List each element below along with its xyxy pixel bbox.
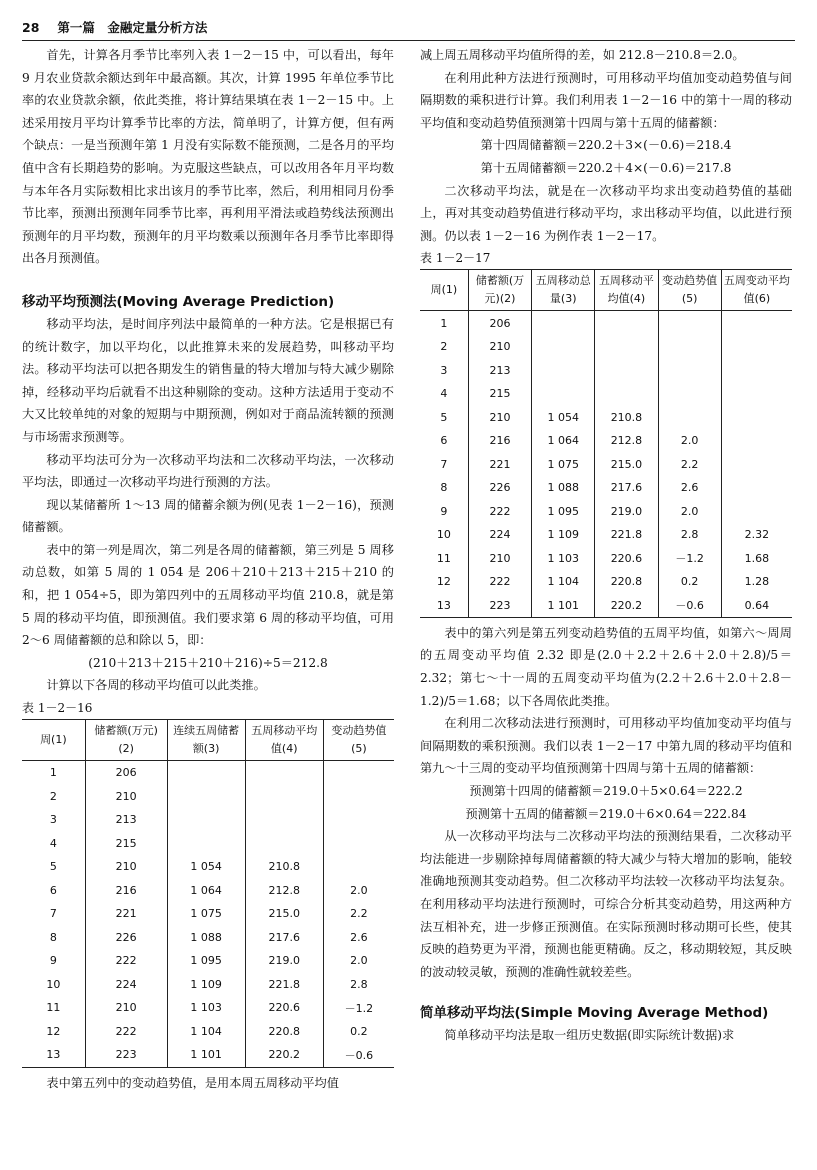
table-cell: 8 bbox=[440, 481, 448, 495]
table-row bbox=[420, 335, 792, 359]
paragraph: 表中的第一列是周次，第二列是各周的储蓄额，第三列是 5 周移动总数，如第 5 周的 1 054 是 206＋210＋213＋215＋210 的和，把 1 054÷5，即为第四列中的五周移动平均值 210.8，就是第 5 周的移动平均值，即预测值。我们要求第 6 周的移动平均值，可用 2～6 周储蓄额的总和除以 5，即： bbox=[22, 542, 394, 648]
table-cell bbox=[245, 808, 323, 832]
table-cell bbox=[658, 335, 721, 359]
table-cell: 1 109 bbox=[167, 973, 245, 997]
table-cell: 1 064 bbox=[167, 879, 245, 903]
table-cell: 1 075 bbox=[167, 902, 245, 926]
paragraph: 现以某储蓄所 1～13 周的储蓄余额为例(见表 1－2－16)，预测储蓄额。 bbox=[22, 497, 394, 535]
table-cell: 12 bbox=[436, 575, 451, 589]
table-cell bbox=[658, 311, 721, 335]
table-cell: 219.0 bbox=[595, 499, 658, 523]
table-cell bbox=[167, 808, 245, 832]
table-cell bbox=[658, 405, 721, 429]
table-cell: 12 bbox=[46, 1024, 61, 1038]
table-row bbox=[22, 879, 394, 903]
section-heading-moving-average: 移动平均预测法(Moving Average Prediction) bbox=[22, 293, 335, 310]
right-column bbox=[420, 44, 792, 1047]
running-title: 第一篇 金融定量分析方法 bbox=[57, 20, 208, 35]
table-cell: 13 bbox=[46, 1048, 61, 1062]
table-cell: 223 bbox=[468, 593, 531, 617]
table-row bbox=[420, 382, 792, 406]
table-cell bbox=[323, 832, 394, 856]
paragraph: 二次移动平均法，就是在一次移动平均求出变动趋势值的基础上，再对其变动趋势值进行移动平均，求出移动平均值，以此进行预测。仍以表 1－2－16 为例作表 1－2－17。 bbox=[420, 183, 792, 243]
left-column bbox=[22, 44, 394, 1094]
table-cell: －1.2 bbox=[658, 546, 721, 570]
table-cell bbox=[323, 785, 394, 809]
table-cell: 2.32 bbox=[721, 523, 792, 547]
table-cell bbox=[658, 358, 721, 382]
table-cell: 2.0 bbox=[658, 429, 721, 453]
table-cell: －0.6 bbox=[323, 1043, 394, 1067]
table-cell: 210 bbox=[468, 546, 531, 570]
table-cell: 223 bbox=[85, 1043, 167, 1067]
table-cell: 2.8 bbox=[658, 523, 721, 547]
table-row bbox=[420, 452, 792, 476]
table-cell: 1 104 bbox=[167, 1020, 245, 1044]
table-cell bbox=[721, 429, 792, 453]
table-cell: 213 bbox=[468, 358, 531, 382]
table-cell: 224 bbox=[468, 523, 531, 547]
formula: 第十五周储蓄额＝220.2＋4×(－0.6)＝217.8 bbox=[480, 160, 732, 175]
table-cell: 13 bbox=[436, 598, 451, 612]
paragraph: 表中的第六列是第五列变动趋势值的五周平均值，如第六～周周的五周变动平均值 2.32 即是(2.0＋2.2＋2.6＋2.0＋2.8)/5＝2.32；第七～十一周的五周变动平均值为(2.2＋2.6＋2.0＋2.8－1.2)/5＝1.68；以下各周依此类推。 bbox=[420, 625, 792, 708]
table-header-cell: 储蓄额(万元)(2) bbox=[85, 720, 167, 761]
table-row bbox=[22, 832, 394, 856]
table-cell bbox=[721, 358, 792, 382]
table-row bbox=[420, 358, 792, 382]
table-cell: －1.2 bbox=[323, 996, 394, 1020]
table-cell bbox=[595, 311, 658, 335]
table-cell bbox=[532, 335, 595, 359]
table-row bbox=[22, 785, 394, 809]
table-cell: 1 095 bbox=[532, 499, 595, 523]
table-cell: 1 088 bbox=[532, 476, 595, 500]
table-cell: 5 bbox=[440, 410, 448, 424]
table-cell: 226 bbox=[468, 476, 531, 500]
table-cell bbox=[721, 335, 792, 359]
table-row bbox=[22, 973, 394, 997]
table-cell: 215.0 bbox=[245, 902, 323, 926]
table-cell: 6 bbox=[49, 883, 57, 897]
table-cell: 6 bbox=[440, 434, 448, 448]
table-cell bbox=[245, 832, 323, 856]
table-cell: 1 104 bbox=[532, 570, 595, 594]
table-cell: 222 bbox=[468, 499, 531, 523]
table-cell bbox=[532, 382, 595, 406]
table-cell: 210.8 bbox=[245, 855, 323, 879]
table-row bbox=[420, 546, 792, 570]
table-cell: 7 bbox=[49, 907, 57, 921]
table-row bbox=[420, 593, 792, 617]
table-cell: 2.6 bbox=[323, 926, 394, 950]
table-row bbox=[22, 1020, 394, 1044]
table-cell: 1 054 bbox=[167, 855, 245, 879]
table-cell: 206 bbox=[85, 761, 167, 785]
table-cell: 10 bbox=[436, 528, 451, 542]
paragraph: 计算以下各周的移动平均值可以此类推。 bbox=[46, 678, 266, 693]
table-cell: 8 bbox=[49, 930, 57, 944]
table-cell: 1 bbox=[49, 766, 57, 780]
table-row bbox=[22, 761, 394, 785]
table-cell: 210 bbox=[85, 996, 167, 1020]
table-cell: －0.6 bbox=[658, 593, 721, 617]
table-row bbox=[22, 949, 394, 973]
table-header-cell: 变动趋势值(5) bbox=[323, 720, 394, 761]
table-cell bbox=[658, 382, 721, 406]
table-cell: 4 bbox=[440, 387, 448, 401]
table-cell bbox=[245, 785, 323, 809]
table-cell bbox=[323, 808, 394, 832]
table-cell: 1 101 bbox=[167, 1043, 245, 1067]
table-cell bbox=[532, 311, 595, 335]
table-header-cell: 周(1) bbox=[430, 283, 458, 297]
table-cell: 2.0 bbox=[658, 499, 721, 523]
table-cell: 216 bbox=[468, 429, 531, 453]
table-cell: 210.8 bbox=[595, 405, 658, 429]
paragraph: 移动平均法，是时间序列法中最简单的一种方法。它是根据已有的统计数字，加以平均化，以此推算未来的发展趋势，叫移动平均法。移动平均法可以把各期发生的销售量的特大增加与特大减少剔除掉，经移动平均后就看不出这种剔除的变动。这种方法适用于变动不大又比较单纯的对象的短期与中期预测，例如对于商品流转额的预测与市场需求预测等。 bbox=[22, 316, 394, 444]
paragraph: 在利用二次移动法进行预测时，可用移动平均值加变动平均值与间隔期数的乘积预测。我们以表 1－2－17 中第九周的移动平均值和第九～十三周的变动平均值预测第十四周与第十五周的储蓄额： bbox=[420, 716, 792, 776]
table-row bbox=[22, 902, 394, 926]
table-cell: 5 bbox=[49, 860, 57, 874]
table-cell bbox=[532, 358, 595, 382]
table-caption: 表 1－2－16 bbox=[22, 701, 93, 716]
table-1-2-17 bbox=[420, 269, 792, 618]
table-cell: 212.8 bbox=[595, 429, 658, 453]
table-cell bbox=[167, 832, 245, 856]
table-cell: 212.8 bbox=[245, 879, 323, 903]
table-row bbox=[420, 499, 792, 523]
table-cell bbox=[595, 358, 658, 382]
table-cell bbox=[721, 476, 792, 500]
formula: 第十四周储蓄额＝220.2＋3×(－0.6)＝218.4 bbox=[480, 138, 732, 153]
table-cell: 2.0 bbox=[323, 879, 394, 903]
paragraph: 简单移动平均法是取一组历史数据(即实际统计数据)求 bbox=[444, 1028, 735, 1043]
table-cell: 1.28 bbox=[721, 570, 792, 594]
table-cell: 9 bbox=[440, 504, 448, 518]
table-cell: 215 bbox=[468, 382, 531, 406]
table-cell bbox=[721, 452, 792, 476]
table-cell: 1 103 bbox=[167, 996, 245, 1020]
table-row bbox=[420, 523, 792, 547]
table-cell bbox=[323, 855, 394, 879]
table-cell: 215.0 bbox=[595, 452, 658, 476]
paragraph: 表中第五列中的变动趋势值，是用本周五周移动平均值 bbox=[46, 1075, 339, 1090]
table-cell bbox=[167, 785, 245, 809]
table-cell bbox=[245, 761, 323, 785]
paragraph: 移动平均法可分为一次移动平均法和二次移动平均法，一次移动平均法，即通过一次移动平均进行预测的方法。 bbox=[22, 452, 394, 490]
table-cell bbox=[323, 761, 394, 785]
table-cell: 2.8 bbox=[323, 973, 394, 997]
table-cell: 220.8 bbox=[245, 1020, 323, 1044]
table-row bbox=[420, 405, 792, 429]
table-cell: 2.2 bbox=[323, 902, 394, 926]
table-cell: 220.6 bbox=[245, 996, 323, 1020]
table-cell: 0.2 bbox=[323, 1020, 394, 1044]
table-cell: 222 bbox=[85, 1020, 167, 1044]
table-cell: 1 064 bbox=[532, 429, 595, 453]
paragraph: 首先，计算各月季节比率列入表 1－2－15 中，可以看出，每年 9 月农业贷款余额达到年中最高额。其次，计算 1995 年单位季节比率的农业贷款余额，依此类推，将计算结果填在表 1－2－15 中。上述采用按月平均计算季节比率的方法，简单明了，计算方便，但有两个缺点：一是当预测年第 1 月没有实际数不能预测，二是各月的平均值中含有长期趋势的影响。为克服这些缺点，可以改用各年月平均数与本年各月实际数相比求出该月的季节比率，然后，利用相同月份季节比率，预测出预测年同季节比率，再利用平滑法或趋势线法预测出预测年的月平均数，预测年的月平均数乘以预测年各月季节比率即得出各月预测值。 bbox=[22, 48, 394, 266]
table-header-cell: 五周移动平均值(4) bbox=[595, 270, 658, 311]
table-cell bbox=[721, 311, 792, 335]
table-cell: 216 bbox=[85, 879, 167, 903]
table-cell: 222 bbox=[468, 570, 531, 594]
table-cell: 1 095 bbox=[167, 949, 245, 973]
table-row bbox=[420, 570, 792, 594]
table-cell: 220.2 bbox=[245, 1043, 323, 1067]
table-cell bbox=[721, 382, 792, 406]
table-cell: 1 109 bbox=[532, 523, 595, 547]
table-cell: 210 bbox=[85, 855, 167, 879]
table-row bbox=[22, 1043, 394, 1067]
table-cell: 221.8 bbox=[245, 973, 323, 997]
table-cell: 10 bbox=[46, 977, 61, 991]
table-row bbox=[420, 311, 792, 335]
table-cell: 0.64 bbox=[721, 593, 792, 617]
table-cell: 220.8 bbox=[595, 570, 658, 594]
page-header bbox=[22, 14, 795, 41]
table-cell: 1 101 bbox=[532, 593, 595, 617]
table-cell: 1 054 bbox=[532, 405, 595, 429]
table-cell: 11 bbox=[46, 1001, 61, 1015]
table-caption: 表 1－2－17 bbox=[420, 251, 491, 266]
table-cell: 219.0 bbox=[245, 949, 323, 973]
table-cell: 2 bbox=[49, 789, 57, 803]
table-cell bbox=[721, 405, 792, 429]
table-cell: 2.6 bbox=[658, 476, 721, 500]
table-row bbox=[22, 855, 394, 879]
table-header-cell: 连续五周储蓄额(3) bbox=[167, 720, 245, 761]
table-header-cell: 五周移动平均值(4) bbox=[245, 720, 323, 761]
page-number: 28 bbox=[22, 19, 40, 35]
table-cell: 3 bbox=[49, 813, 57, 827]
formula: 预测第十五周的储蓄额＝219.0＋6×0.64＝222.84 bbox=[465, 806, 747, 821]
table-cell: 11 bbox=[436, 551, 451, 565]
table-cell: 4 bbox=[49, 836, 57, 850]
table-cell: 210 bbox=[85, 785, 167, 809]
table-row bbox=[22, 996, 394, 1020]
table-cell: 210 bbox=[468, 335, 531, 359]
table-cell: 1 088 bbox=[167, 926, 245, 950]
table-cell: 221 bbox=[468, 452, 531, 476]
table-cell: 215 bbox=[85, 832, 167, 856]
table-cell bbox=[595, 335, 658, 359]
table-cell: 7 bbox=[440, 457, 448, 471]
formula: 预测第十四周的储蓄额＝219.0＋5×0.64＝222.2 bbox=[469, 784, 743, 798]
table-cell: 9 bbox=[49, 954, 57, 968]
table-row bbox=[22, 926, 394, 950]
table-cell: 220.2 bbox=[595, 593, 658, 617]
table-header-cell: 储蓄额(万元)(2) bbox=[468, 270, 531, 311]
table-cell: 1 075 bbox=[532, 452, 595, 476]
paragraph: 从一次移动平均法与二次移动平均法的预测结果看，二次移动平均法能进一步剔除掉每周储蓄额的特大减少与特大增加的影响，能较准确地预测其变动趋势。但二次移动平均法较一次移动平均法复杂。在利用移动平均法进行预测时，可综合分析其变动趋势，用这两种方法互相补充，进一步修正预测值。在实际预测时移动期可长些，使其反映的趋势更为平滑，预测也能更精确。反之，移动期较短，其反映的波动较灵敏，预测的准确性就较差些。 bbox=[420, 829, 792, 979]
table-cell: 221.8 bbox=[595, 523, 658, 547]
table-cell: 221 bbox=[85, 902, 167, 926]
table-cell: 210 bbox=[468, 405, 531, 429]
table-row bbox=[420, 429, 792, 453]
table-header-cell: 周(1) bbox=[40, 733, 67, 747]
table-cell: 222 bbox=[85, 949, 167, 973]
table-row bbox=[420, 476, 792, 500]
table-cell: 1 bbox=[440, 316, 448, 330]
table-cell: 224 bbox=[85, 973, 167, 997]
table-cell: 0.2 bbox=[658, 570, 721, 594]
section-heading-simple-moving-average: 简单移动平均法(Simple Moving Average Method) bbox=[420, 1005, 769, 1022]
table-cell: 1 103 bbox=[532, 546, 595, 570]
table-cell: 206 bbox=[468, 311, 531, 335]
table-cell: 3 bbox=[440, 363, 448, 377]
formula: (210＋213＋215＋210＋216)÷5＝212.8 bbox=[88, 655, 328, 670]
table-header-cell: 五周移动总量(3) bbox=[532, 270, 595, 311]
table-cell bbox=[167, 761, 245, 785]
table-cell: 1.68 bbox=[721, 546, 792, 570]
table-header-cell: 变动趋势值(5) bbox=[658, 270, 721, 311]
table-row bbox=[22, 808, 394, 832]
table-cell: 213 bbox=[85, 808, 167, 832]
table-1-2-16 bbox=[22, 719, 394, 1068]
paragraph: 减上周五周移动平均值所得的差，如 212.8－210.8＝2.0。 bbox=[420, 48, 745, 62]
table-cell: 2.2 bbox=[658, 452, 721, 476]
table-cell bbox=[595, 382, 658, 406]
table-cell bbox=[721, 499, 792, 523]
table-cell: 217.6 bbox=[245, 926, 323, 950]
paragraph: 在利用此种方法进行预测时，可用移动平均值加变动趋势值与间隔期数的乘积进行计算。我们利用表 1－2－16 中的第十一周的移动平均值和变动趋势值预测第十四周与第十五周的储蓄额： bbox=[420, 70, 792, 130]
table-cell: 2.0 bbox=[323, 949, 394, 973]
table-cell: 2 bbox=[440, 340, 448, 354]
table-cell: 220.6 bbox=[595, 546, 658, 570]
table-cell: 217.6 bbox=[595, 476, 658, 500]
table-cell: 226 bbox=[85, 926, 167, 950]
table-header-cell: 五周变动平均值(6) bbox=[721, 270, 792, 311]
